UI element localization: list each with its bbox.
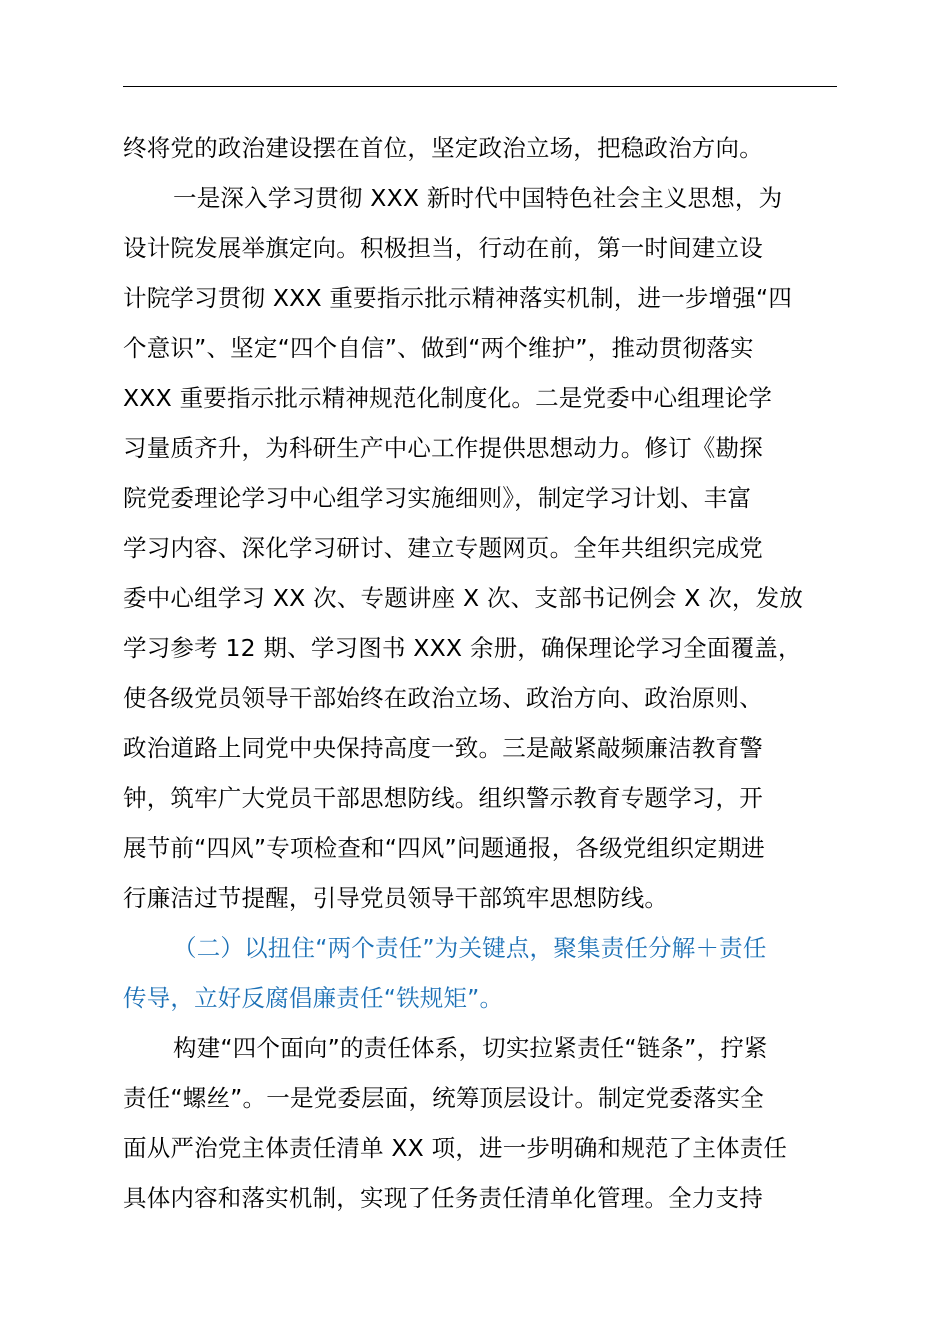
text-line: 学习参考 12 期、学习图书 XXX 余册，确保理论学习全面覆盖， [123, 634, 802, 662]
text-line: 一是深入学习贯彻 XXX 新时代中国特色社会主义思想，为 [173, 184, 783, 212]
text-line: 构建“四个面向”的责任体系，切实拉紧责任“链条”，拧紧 [173, 1034, 768, 1062]
text-line: XXX 重要指示批示精神规范化制度化。二是党委中心组理论学 [123, 384, 773, 412]
text-line: 院党委理论学习中心组学习实施细则》，制定学习计划、丰富 [123, 484, 752, 512]
text-line: 设计院发展举旗定向。积极担当，行动在前，第一时间建立设 [123, 234, 763, 262]
header-rule [123, 86, 837, 87]
text-line: 钟，筑牢广大党员干部思想防线。组织警示教育专题学习，开 [123, 784, 763, 812]
text-line: 政治道路上同党中央保持高度一致。三是敲紧敲频廉洁教育警 [123, 734, 763, 762]
text-line: 习量质齐升，为科研生产中心工作提供思想动力。修订《勘探 [123, 434, 763, 462]
section-heading-line: 传导，立好反腐倡廉责任“铁规矩”。 [123, 984, 504, 1012]
text-line: 具体内容和落实机制，实现了任务责任清单化管理。全力支持 [123, 1184, 763, 1212]
text-line: 责任“螺丝”。一是党委层面，统筹顶层设计。制定党委落实全 [123, 1084, 764, 1112]
section-heading-line: （二）以扭住“两个责任”为关键点，聚集责任分解＋责任 [173, 934, 767, 962]
text-line: 个意识”、坚定“四个自信”、做到“两个维护”，推动贯彻落实 [123, 334, 754, 362]
text-line: 终将党的政治建设摆在首位，坚定政治立场，把稳政治方向。 [123, 134, 763, 162]
text-line: 面从严治党主体责任清单 XX 项，进一步明确和规范了主体责任 [123, 1134, 788, 1162]
text-line: 计院学习贯彻 XXX 重要指示批示精神落实机制，进一步增强“四 [123, 284, 793, 312]
text-line: 委中心组学习 XX 次、专题讲座 X 次、支部书记例会 X 次，发放 [123, 584, 804, 612]
text-line: 展节前“四风”专项检查和“四风”问题通报，各级党组织定期进 [123, 834, 765, 862]
text-line: 行廉洁过节提醒，引导党员领导干部筑牢思想防线。 [123, 884, 669, 912]
text-line: 使各级党员领导干部始终在政治立场、政治方向、政治原则、 [123, 684, 763, 712]
text-line: 学习内容、深化学习研讨、建立专题网页。全年共组织完成党 [123, 534, 763, 562]
